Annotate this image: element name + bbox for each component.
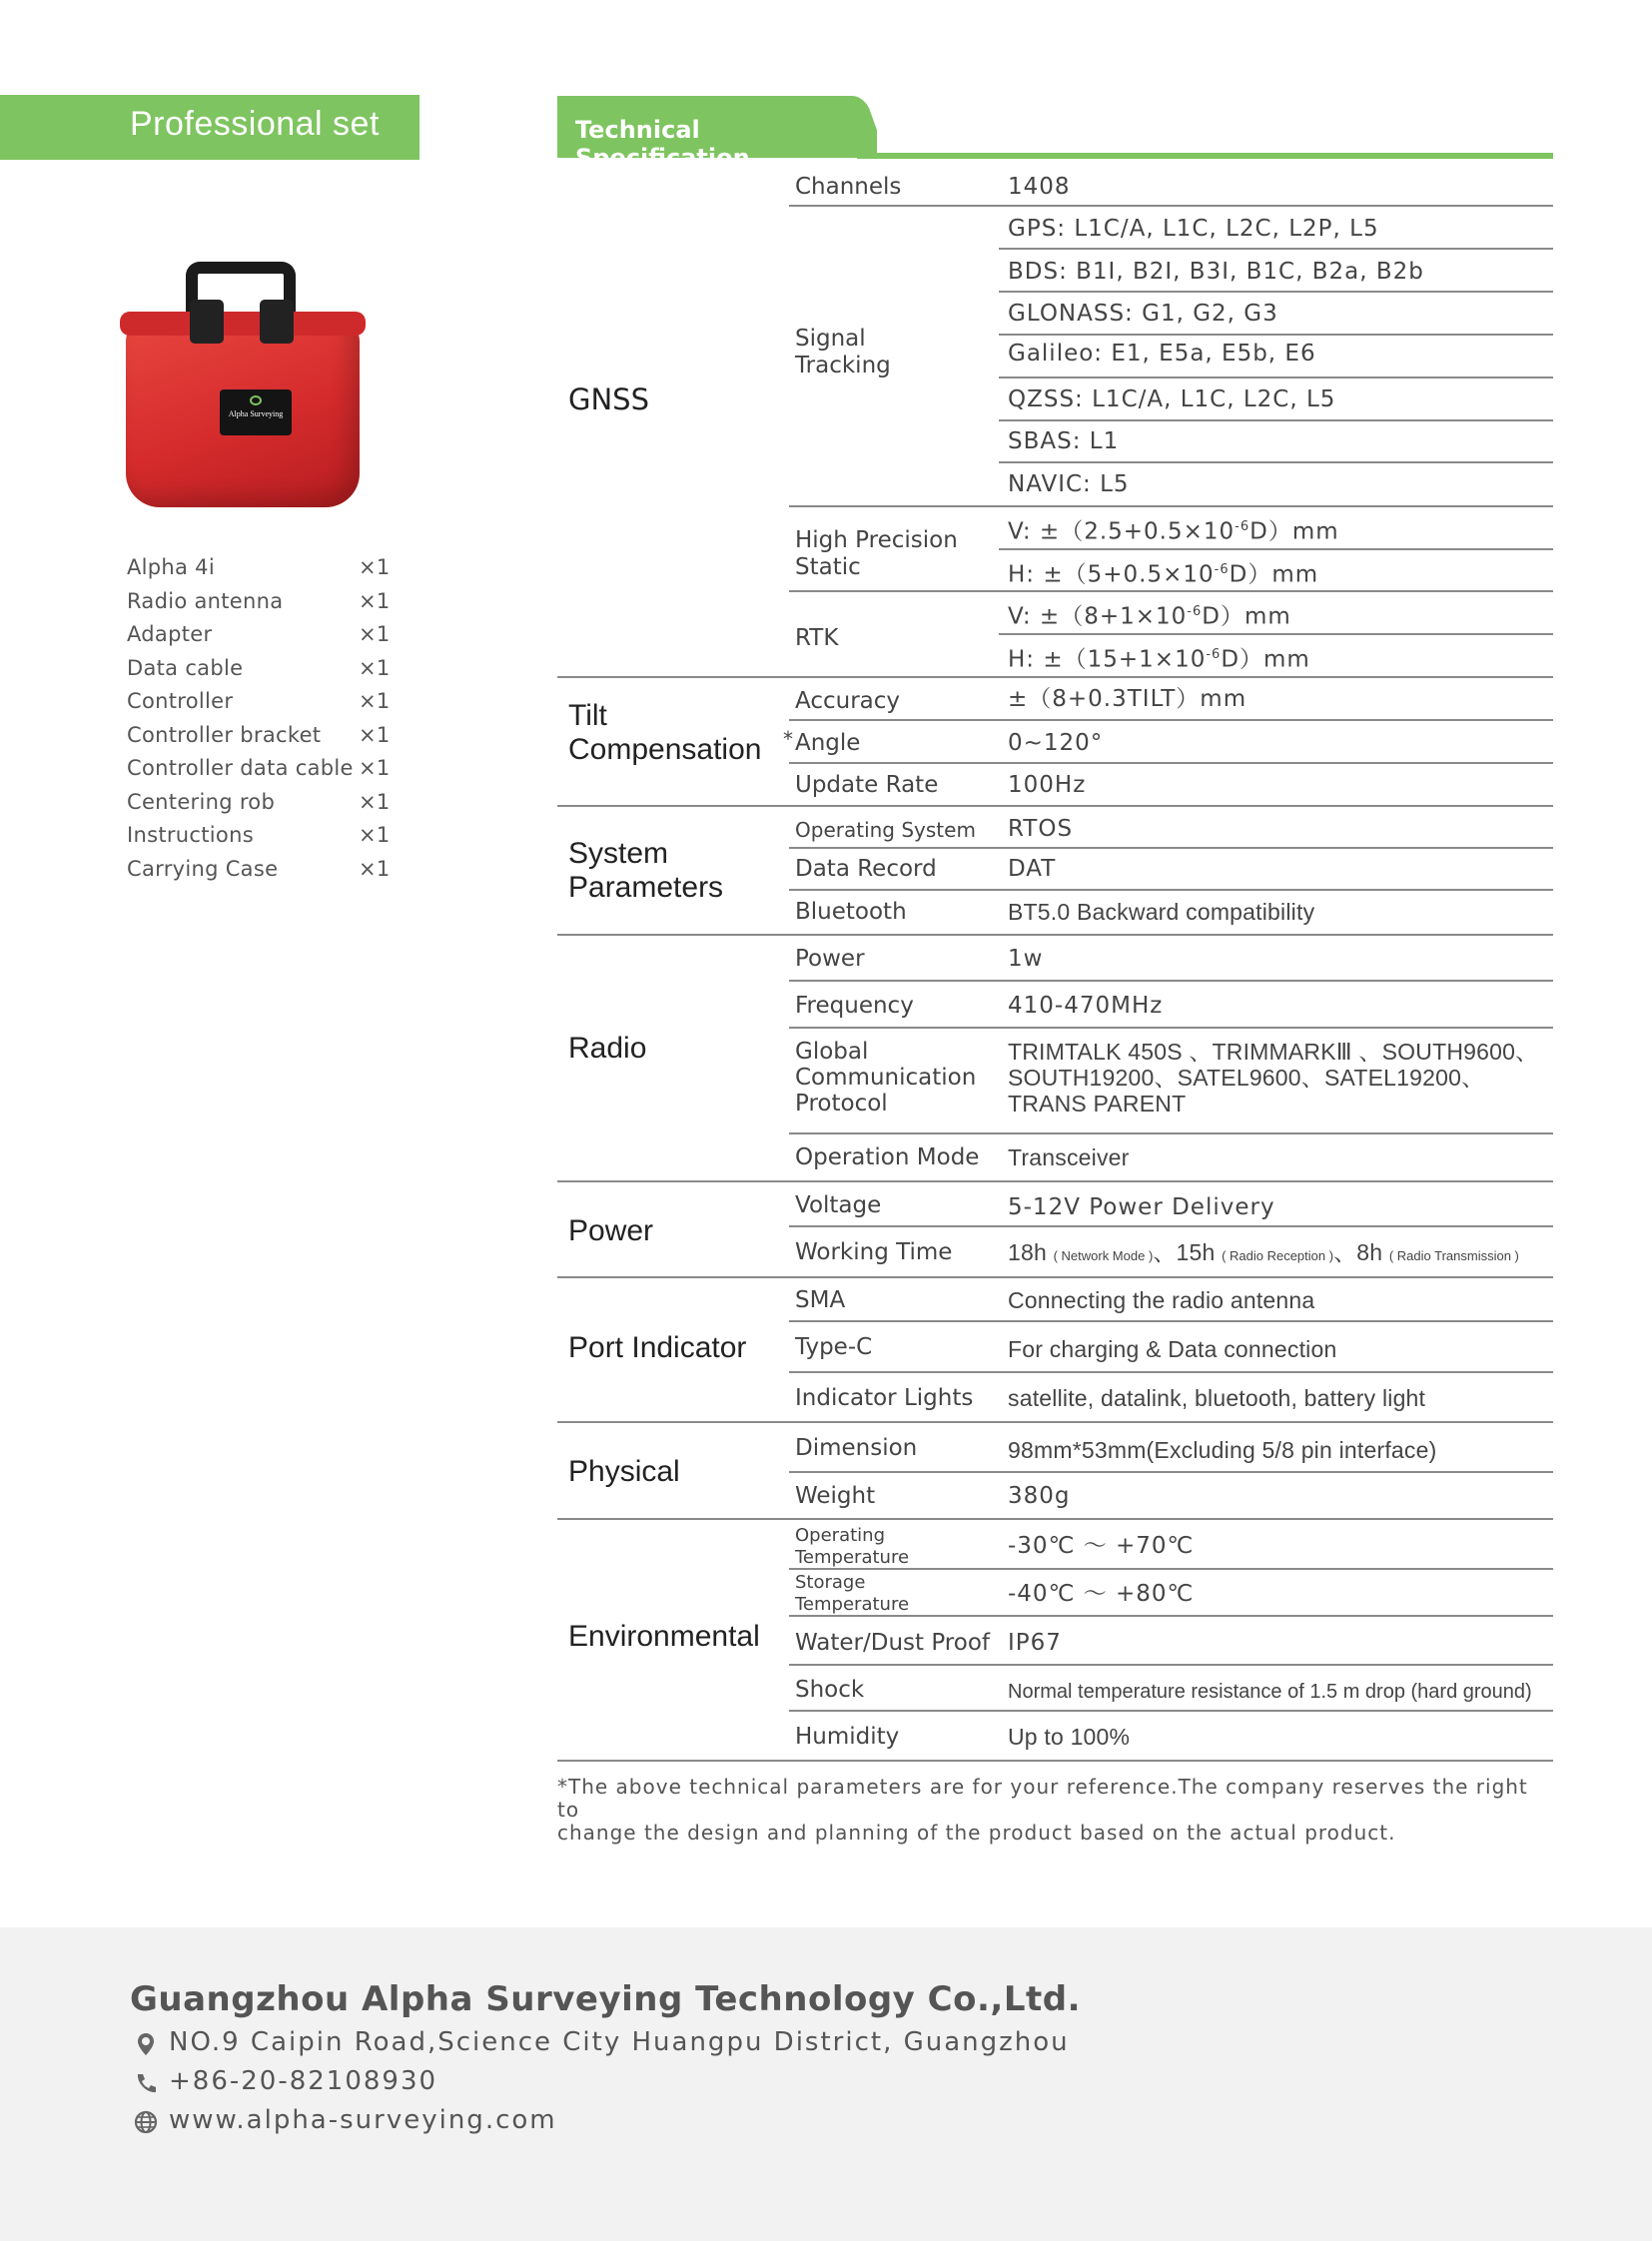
value-signal-bds: BDS: B1I, B2I, B3I, B1C, B2a, B2b: [1008, 259, 1424, 285]
value-accuracy: ±（8+0.3TILT）mm: [1008, 686, 1247, 712]
value-voltage: 5-12V Power Delivery: [1008, 1194, 1275, 1220]
label-frequency: Frequency: [795, 993, 914, 1019]
value-channels: 1408: [1008, 174, 1071, 200]
label-high-precision-static-2: Static: [795, 554, 861, 580]
value-signal-navic: NAVIC: L5: [1008, 471, 1130, 497]
item-name: Adapter: [127, 622, 213, 646]
item-name: Radio antenna: [127, 588, 284, 613]
category-system-1: System: [568, 837, 669, 870]
category-power: Power: [568, 1214, 654, 1247]
exponent: -6: [1206, 647, 1222, 662]
label-voltage: Voltage: [795, 1192, 882, 1218]
value-static-h-main: H: ±（5+0.5×10: [1008, 561, 1215, 588]
item-qty: ×1: [359, 689, 391, 713]
footnote-star: *: [783, 727, 793, 751]
separator: 、: [1333, 1239, 1357, 1265]
value-operating-system: RTOS: [1008, 816, 1074, 842]
value-signal-qzss: QZSS: L1C/A, L1C, L2C, L5: [1008, 386, 1336, 412]
category-tilt-1: Tilt: [568, 699, 607, 732]
professional-set-title: Professional set: [130, 105, 380, 143]
section-divider: [557, 1180, 1553, 1182]
divider: [789, 505, 1553, 507]
label-indicator-lights: Indicator Lights: [795, 1385, 974, 1411]
divider: [999, 419, 1553, 421]
value-indicator-lights: satellite, datalink, bluetooth, battery light: [1008, 1385, 1426, 1411]
value-bluetooth: BT5.0 Backward compatibility: [1008, 899, 1315, 925]
divider: [999, 291, 1553, 293]
value-rtk-vertical: [1008, 599, 1291, 630]
exponent: -6: [1235, 519, 1250, 534]
divider: [789, 1471, 1553, 1473]
divider: [999, 548, 1553, 550]
category-tilt-2: Compensation: [568, 733, 762, 766]
item-qty: ×1: [359, 789, 391, 814]
category-radio: Radio: [568, 1032, 647, 1065]
exponent: -6: [1187, 604, 1203, 619]
value-operating-temperature: -30℃ ～ +70℃: [1008, 1533, 1195, 1559]
category-physical: Physical: [568, 1455, 680, 1488]
label-radio-power: Power: [795, 946, 865, 972]
label-bluetooth: Bluetooth: [795, 899, 907, 925]
value-sma: Connecting the radio antenna: [1008, 1287, 1315, 1313]
value-storage-temperature: -40℃ ～ +80℃: [1008, 1581, 1195, 1607]
separator: 、: [1153, 1239, 1177, 1265]
value-operation-mode: Transceiver: [1008, 1144, 1130, 1170]
divider: [789, 1710, 1553, 1712]
value-water-dust-proof: IP67: [1008, 1630, 1062, 1656]
item-qty: ×1: [359, 555, 391, 579]
divider: [789, 1225, 1553, 1227]
value-signal-glonass: GLONASS: G1, G2, G3: [1008, 301, 1278, 327]
value-data-record: DAT: [1008, 856, 1057, 882]
divider: [999, 248, 1553, 250]
label-type-c: Type-C: [795, 1334, 873, 1360]
exponent: -6: [1214, 562, 1230, 577]
company-name: Guangzhou Alpha Surveying Technology Co.,Ltd.: [130, 1979, 1081, 2019]
label-angle: Angle: [795, 730, 861, 756]
globe-icon: [133, 2109, 159, 2135]
value-gcp-3: TRANS PARENT: [1008, 1091, 1187, 1117]
address-text: NO.9 Caipin Road,Science City Huangpu District, Guangzhou: [169, 2027, 1070, 2057]
disclaimer-line-1: *The above technical parameters are for your reference.The company reserves the right to: [557, 1775, 1528, 1822]
divider: [999, 461, 1553, 463]
disclaimer-note: [557, 1776, 1556, 1845]
item-qty: ×1: [359, 756, 391, 780]
divider: [789, 1664, 1553, 1666]
label-dimension: Dimension: [795, 1435, 918, 1461]
footer: [0, 1927, 1652, 2241]
label-operating-temperature-1: Operating: [795, 1525, 885, 1546]
label-signal-tracking-2: Tracking: [795, 353, 891, 378]
value-angle: 0~120°: [1008, 730, 1104, 756]
divider: [999, 334, 1553, 336]
label-operating-system: Operating System: [795, 818, 976, 842]
value-weight: 380g: [1008, 1483, 1071, 1509]
item-qty: ×1: [359, 823, 391, 847]
item-name: Controller data cable: [127, 756, 354, 780]
divider: [789, 847, 1553, 849]
section-divider: [557, 934, 1553, 936]
phone-icon: [133, 2070, 159, 2096]
label-weight: Weight: [795, 1483, 876, 1509]
value-rtk-h-main: H: ±（15+1×10: [1008, 646, 1207, 673]
label-water-dust-proof: Water/Dust Proof: [795, 1630, 990, 1656]
working-time-network-note: ( Network Mode ): [1053, 1248, 1154, 1263]
divider: [789, 205, 1553, 207]
divider: [789, 980, 1553, 982]
section-divider: [557, 1518, 1553, 1520]
label-gcp-2: Communication: [795, 1065, 977, 1091]
working-time-reception: 15h: [1176, 1239, 1216, 1265]
category-environmental: Environmental: [568, 1620, 760, 1653]
item-qty: ×1: [359, 722, 391, 747]
value-rtk-v-main: V: ±（8+1×10: [1008, 603, 1188, 630]
technical-specification-title: Technical Specification: [575, 116, 750, 172]
value-signal-galileo: Galileo: E1, E5a, E5b, E6: [1008, 341, 1316, 367]
value-static-h-unit: D）mm: [1229, 561, 1319, 588]
divider: [789, 1027, 1553, 1029]
label-update-rate: Update Rate: [795, 772, 939, 798]
label-operation-mode: Operation Mode: [795, 1144, 980, 1170]
value-shock: Normal temperature resistance of 1.5 m drop (hard ground): [1008, 1681, 1532, 1703]
item-name: Controller bracket: [127, 722, 322, 747]
location-pin-icon: [133, 2031, 159, 2057]
value-signal-sbas: SBAS: L1: [1008, 428, 1120, 454]
label-storage-temperature-1: Storage: [795, 1572, 866, 1593]
value-rtk-horizontal: [1008, 642, 1310, 673]
divider: [789, 762, 1553, 764]
label-rtk: RTK: [795, 625, 839, 651]
category-gnss: GNSS: [568, 382, 649, 416]
label-sma: SMA: [795, 1287, 846, 1313]
value-radio-power: 1w: [1008, 946, 1044, 972]
value-humidity: Up to 100%: [1008, 1724, 1131, 1750]
divider: [789, 1568, 1553, 1570]
label-shock: Shock: [795, 1677, 865, 1703]
case-label-text: Alpha Surveying: [228, 409, 284, 418]
item-name: Centering rob: [127, 789, 276, 814]
value-working-time: [1008, 1239, 1519, 1269]
divider: [999, 376, 1553, 378]
item-name: Controller: [127, 689, 234, 713]
item-name: Carrying Case: [127, 856, 279, 881]
label-gcp-1: Global: [795, 1039, 869, 1065]
item-name: Instructions: [127, 823, 254, 847]
value-dimension: 98mm*53mm(Excluding 5/8 pin interface): [1008, 1437, 1437, 1463]
phone-text: +86-20-82108930: [169, 2066, 438, 2096]
label-high-precision-static-1: High Precision: [795, 527, 958, 553]
label-storage-temperature-2: Temperature: [795, 1594, 910, 1615]
working-time-network: 18h: [1008, 1239, 1047, 1265]
divider: [789, 889, 1553, 891]
item-name: Alpha 4i: [127, 555, 215, 579]
item-qty: ×1: [359, 655, 391, 680]
value-gcp-1: TRIMTALK 450S 、TRIMMARKⅢ 、SOUTH9600、: [1008, 1039, 1539, 1065]
item-qty: ×1: [359, 622, 391, 646]
disclaimer-line-2: change the design and planning of the product based on the actual product.: [557, 1821, 1396, 1845]
working-time-reception-note: ( Radio Reception ): [1222, 1248, 1334, 1263]
label-data-record: Data Record: [795, 856, 937, 882]
working-time-transmission-note: ( Radio Transmission ): [1388, 1248, 1519, 1263]
divider: [789, 1371, 1553, 1373]
label-gcp-3: Protocol: [795, 1091, 888, 1117]
item-qty: ×1: [359, 588, 391, 613]
section-divider: [557, 1421, 1553, 1423]
item-name: Data cable: [127, 655, 244, 680]
item-qty: ×1: [359, 856, 391, 881]
value-update-rate: 100Hz: [1008, 772, 1087, 798]
label-humidity: Humidity: [795, 1724, 900, 1750]
category-port-indicator: Port Indicator: [568, 1331, 747, 1364]
label-working-time: Working Time: [795, 1239, 953, 1265]
value-rtk-h-unit: D）mm: [1221, 646, 1310, 673]
value-signal-gps: GPS: L1C/A, L1C, L2C, L2P, L5: [1008, 216, 1379, 242]
value-rtk-v-unit: D）mm: [1202, 603, 1291, 630]
section-divider: [557, 1760, 1553, 1762]
section-divider: [557, 1276, 1553, 1278]
section-divider: [557, 805, 1553, 807]
value-static-v-main: V: ±（2.5+0.5×10: [1008, 518, 1236, 545]
divider: [789, 1132, 1553, 1134]
divider: [789, 1615, 1553, 1617]
value-gcp-2: SOUTH19200、SATEL9600、SATEL19200、: [1008, 1065, 1485, 1091]
value-type-c: For charging & Data connection: [1008, 1336, 1337, 1362]
value-static-vertical: [1008, 514, 1339, 545]
divider: [789, 590, 1553, 592]
working-time-transmission: 8h: [1356, 1239, 1383, 1265]
label-channels: Channels: [795, 174, 902, 200]
value-frequency: 410-470MHz: [1008, 993, 1164, 1019]
label-signal-tracking-1: Signal: [795, 326, 866, 352]
label-accuracy: Accuracy: [795, 688, 901, 714]
value-static-horizontal: [1008, 557, 1318, 588]
website-link[interactable]: www.alpha-surveying.com: [169, 2105, 557, 2135]
value-static-v-unit: D）mm: [1249, 518, 1339, 545]
divider: [789, 719, 1553, 721]
section-divider: [557, 676, 1553, 678]
divider: [999, 633, 1553, 635]
category-system-2: Parameters: [568, 871, 724, 904]
divider: [789, 1320, 1553, 1322]
label-operating-temperature-2: Temperature: [795, 1547, 910, 1568]
